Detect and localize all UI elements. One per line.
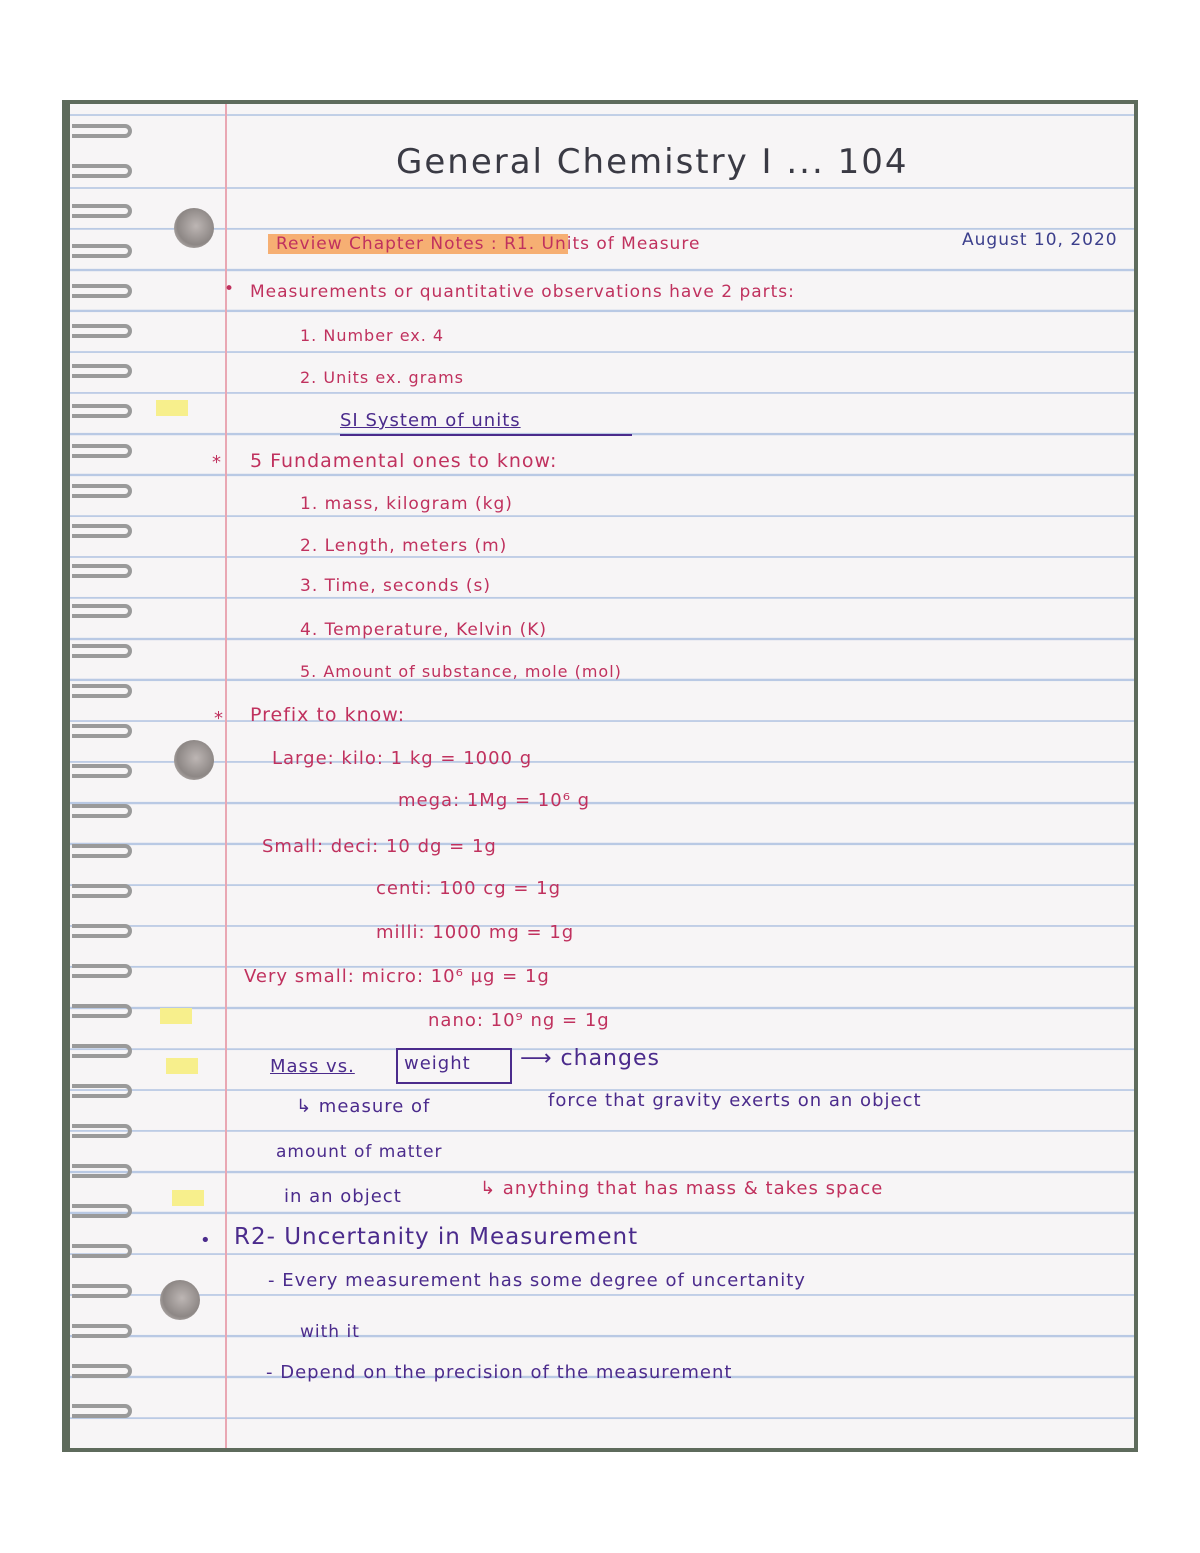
underline-mark	[340, 434, 632, 436]
coil-icon	[72, 1404, 132, 1418]
bullet-dot: •	[200, 1230, 212, 1251]
force-definition: force that gravity exerts on an object	[548, 1090, 922, 1111]
coil-icon	[72, 284, 132, 298]
subheading: SI System of units	[340, 410, 521, 431]
sticky-tab	[172, 1190, 204, 1206]
coil-icon	[72, 364, 132, 378]
coil-icon	[72, 724, 132, 738]
changes-label: ⟶ changes	[520, 1046, 660, 1071]
coil-icon	[72, 884, 132, 898]
punch-hole-icon	[174, 208, 214, 248]
measure-of-label: ↳ measure of	[296, 1096, 431, 1117]
coil-icon	[72, 644, 132, 658]
star-mark: *	[214, 708, 224, 729]
coil-icon	[72, 1044, 132, 1058]
sticky-tab	[156, 400, 188, 416]
coil-icon	[72, 804, 132, 818]
section-heading-r2: R2- Uncertanity in Measurement	[234, 1224, 639, 1250]
coil-icon	[72, 244, 132, 258]
coil-icon	[72, 204, 132, 218]
note-line: Large: kilo: 1 kg = 1000 g	[272, 748, 533, 769]
coil-icon	[72, 764, 132, 778]
date-label: August 10, 2020	[962, 230, 1118, 250]
note-line: Measurements or quantitative observations have 2 parts:	[250, 282, 795, 302]
mass-label: Mass vs.	[270, 1056, 355, 1077]
coil-icon	[72, 1004, 132, 1018]
coil-icon	[72, 684, 132, 698]
coil-icon	[72, 1364, 132, 1378]
coil-icon	[72, 324, 132, 338]
coil-icon	[72, 1324, 132, 1338]
punch-hole-icon	[174, 740, 214, 780]
punch-hole-icon	[160, 1280, 200, 1320]
sticky-tab	[160, 1008, 192, 1024]
note-line: 2. Units ex. grams	[300, 368, 465, 387]
coil-icon	[72, 524, 132, 538]
coil-icon	[72, 964, 132, 978]
coil-icon	[72, 1284, 132, 1298]
note-line: Very small: micro: 10⁶ µg = 1g	[244, 966, 550, 987]
note-line: 5 Fundamental ones to know:	[250, 450, 558, 472]
section-header: Review Chapter Notes : R1. Units of Measure	[276, 234, 701, 254]
note-line: 4. Temperature, Kelvin (K)	[300, 620, 547, 640]
coil-icon	[72, 164, 132, 178]
star-mark: *	[212, 452, 222, 473]
note-line: 1. Number ex. 4	[300, 326, 445, 345]
note-line: 5. Amount of substance, mole (mol)	[300, 662, 622, 681]
note-line: 1. mass, kilogram (kg)	[300, 494, 513, 514]
note-line: with it	[300, 1322, 360, 1342]
weight-label: weight	[404, 1053, 471, 1074]
note-line: - Every measurement has some degree of uncertanity	[268, 1270, 806, 1291]
note-line: milli: 1000 mg = 1g	[376, 922, 575, 943]
coil-icon	[72, 564, 132, 578]
coil-icon	[72, 124, 132, 138]
note-line: nano: 10⁹ ng = 1g	[428, 1010, 610, 1031]
page-title: General Chemistry I ... 104	[396, 142, 909, 182]
sticky-tab	[166, 1058, 198, 1074]
in-object-label: in an object	[284, 1186, 402, 1207]
note-line: 2. Length, meters (m)	[300, 536, 508, 556]
note-line: 3. Time, seconds (s)	[300, 576, 492, 596]
coil-icon	[72, 1084, 132, 1098]
matter-definition: ↳ anything that has mass & takes space	[480, 1178, 884, 1199]
coil-icon	[72, 404, 132, 418]
coil-icon	[72, 924, 132, 938]
margin-line	[225, 104, 227, 1448]
coil-icon	[72, 1204, 132, 1218]
bullet-dot: •	[224, 279, 236, 299]
note-line: Small: deci: 10 dg = 1g	[262, 836, 497, 857]
coil-icon	[72, 844, 132, 858]
coil-icon	[72, 1164, 132, 1178]
coil-icon	[72, 1244, 132, 1258]
coil-icon	[72, 444, 132, 458]
amount-matter-label: amount of matter	[276, 1142, 443, 1162]
note-line: - Depend on the precision of the measurement	[266, 1362, 733, 1383]
note-line: Prefix to know:	[250, 704, 406, 726]
note-line: centi: 100 cg = 1g	[376, 878, 562, 899]
note-line: mega: 1Mg = 10⁶ g	[398, 790, 591, 811]
coil-icon	[72, 604, 132, 618]
coil-icon	[72, 1124, 132, 1138]
coil-icon	[72, 484, 132, 498]
